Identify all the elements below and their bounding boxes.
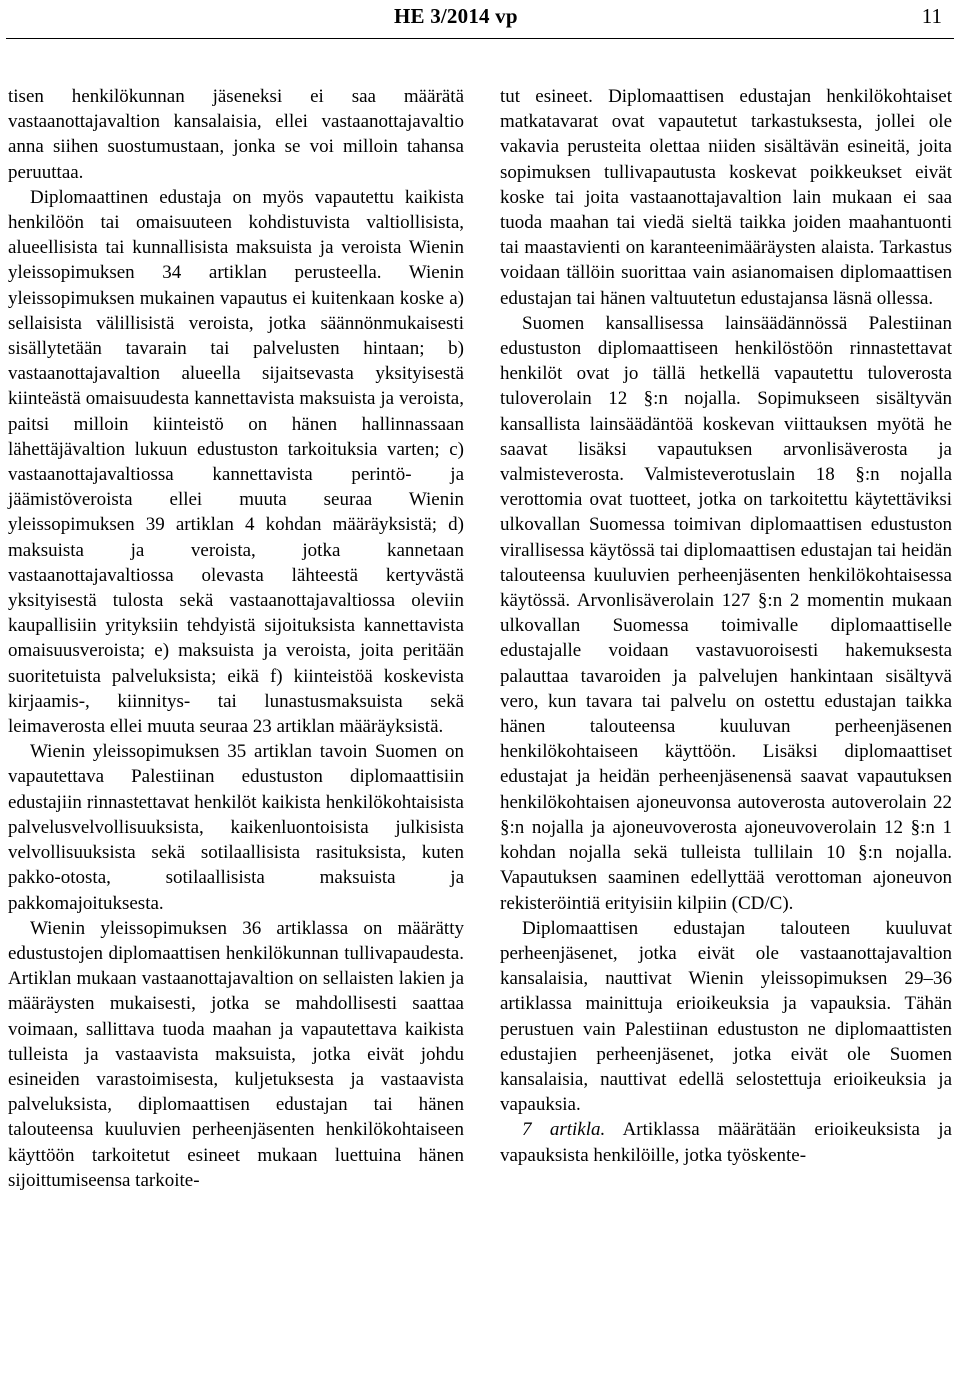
paragraph: Diplomaattisen edustajan talouteen kuuluvat perheenjäsenet, jotka eivät ole vastaanottajavaltion kansalaisia, nauttivat Wienin yleissopimuksen 29–36 artiklassa mainittuja erioikeuksia ja vapauksia. Tähän perustuen vain Palestiinan edustuston ne diplomaattisten edustajien perheenjäsenet, jotka eivät ole Suomen kansalaisia, nauttivat edellä selostettuja erioikeuksia ja vapauksia. [500, 917, 952, 1116]
page-number: 11 [921, 4, 942, 28]
paragraph: tisen henkilökunnan jäseneksi ei saa määrätä vastaanottajavaltion kansalaisia, ellei vastaanottajavaltio anna siihen suostumustaan, jonka se voi milloin tahansa peruuttaa. [8, 86, 464, 183]
paragraph: Wienin yleissopimuksen 36 artiklassa on määrätty edustustojen diplomaattisen henkilökunnan tullivapaudesta. Artiklan mukaan vastaanottajavaltion on sellaisten lakien ja määräysten mukaisesti, jotka se mahdollisesti saattaa voimaan, sallittava tuoda maahan ja vapautettava kaikista tulleista ja vastaavista maksuista, jotka eivät johdu esineiden varastoimisesta, kuljetuksesta ja vastaavista palveluksista, diplomaattisen edustajan tai hänen talouteensa kuuluvien perheenjäsenten henkilökohtaiseen käyttöön tarkoitetut esineet mukaan luettuina hänen sijoittumiseensa tarkoite- [8, 917, 464, 1191]
paragraph-text: Artiklassa määrätään erioikeuksista ja vapauksista henkilöille, jotka työskente- [500, 1119, 952, 1166]
paragraph: Wienin yleissopimuksen 35 artiklan tavoin Suomen on vapautettava Palestiinan edustuston diplomaattisiin edustajiin rinnastettavat henkilöt kaikista henkilökohtaisista palvelusvelvollisuuksista, kaikenluontoisista julkisista velvollisuuksista sekä sotilaallisista rasituksista, kuten pakko-otosta, sotilaallisista maksuista ja pakkomajoituksesta. [8, 741, 464, 914]
header-divider [6, 38, 954, 39]
paragraph: tut esineet. Diplomaattisen edustajan henkilökohtaiset matkatavarat ovat vapautetut tarkastuksesta, jollei ole vakavia perusteita olettaa niiden sisältävän esineitä, joita sopimuksen tullivapautusta koskevat poikkeukset eivät koske tai joita vastaanottajavaltion lain mukaan ei saa tuoda maahan tai viedä sieltä taikka joiden maahantuonti tai maastavienti on karanteenimääräysten alaista. Tarkastus voidaan tällöin suorittaa vain asianomaisen diplomaattisen edustajan tai hänen valtuutetun edustajansa läsnä ollessa. [500, 86, 952, 309]
document-id: HE 3/2014 vp [394, 4, 518, 28]
paragraph: Suomen kansallisessa lainsäädännössä Palestiinan edustuston diplomaattiseen henkilöstöön rinnastettavat henkilöt ovat jo tällä hetkellä vapautettu tuloverosta tuloverolain 12 §:n nojalla. Sopimukseen sisältyvän kansallista lainsäädäntöä koskevan viittauksen myötä he saavat lisäksi vapautuksen arvonlisäverosta ja valmisteverosta. Valmisteverotuslain 18 §:n nojalla verottomia ovat tuotteet, jotka on tarkoitettu käytettäviksi ulkovallan Suomessa toimivan diplomaattisen edustuston virallisessa käytössä tai diplomaattisen edustajan tai heidän talouteensa kuuluvien perheenjäsenten henkilökohtaisessa käytössä. Arvonlisäverolain 127 §:n 2 momentin mukaan ulkovallan Suomessa toimivalle diplomaattiselle edustajalle voidaan vastavuoroisesti hakemuksesta palauttaa tavaroiden ja palvelujen hankintaan sisältyvä vero, kun tavara tai palvelu on ostettu edustajan taikka hänen talouteensa kuuluvan perheenjäsenen henkilökohtaiseen käyttöön. Lisäksi diplomaattiset edustajat ja heidän perheenjäsenensä saavat vapautuksen henkilökohtaisen ajoneuvonsa autoverosta autoverolain 22 §:n nojalla ja ajoneuvoverosta ajoneuvoverolain 12 §:n 1 kohdan nojalla sekä tulleista tullilain 10 §:n nojalla. Vapautuksen saaminen edellyttää verottoman ajoneuvon rekisteröintiä erityisiin kilpiin (CD/C). [500, 312, 952, 914]
article-heading: 7 artikla. [522, 1119, 606, 1141]
left-column [8, 84, 464, 1193]
paragraph [500, 1117, 952, 1167]
paragraph: Diplomaattinen edustaja on myös vapautettu kaikista henkilöön tai omaisuuteen kohdistuvista valtiollisista, alueellisista tai kunnallisista maksuista ja veroista Wienin yleissopimuksen 34 artiklan perusteella. Wienin yleissopimuksen mukainen vapautus ei kuitenkaan koske a) sellaisista välillisistä veroista, jotka säännönmukaisesti sisällytetään tavarain tai palvelusten hintaan; b) vastaanottajavaltion alueella sijaitsevasta yksityisestä kiinteästä omaisuudesta kannettavista maksuista ja veroista, paitsi milloin kiinteistö on hänen hallinnassaan lähettäjävaltion lukuun edustuston tarkoituksia varten; c) vastaanottajavaltiossa kannettavista perintö- ja jäämistöveroista ellei muuta seuraa Wienin yleissopimuksen 39 artiklan 4 kohdan määräyksistä; d) maksuista ja veroista, jotka kannetaan vastaanottajavaltiossa olevasta lähteestä kertyvästä yksityisestä tulosta sekä vastaanottajavaltiossa oleviin kaupallisiin yrityksiin tehdyistä sijoituksista kannettavista omaisuusveroista; e) maksuista ja veroista, joita peritään suoritetuista palveluksista; eikä f) kiinteistöä koskevista kirjaamis-, kiinnitys- tai lunastusmaksuista sekä leimaverosta ellei muuta seuraa 23 artiklan määräyksistä. [8, 186, 464, 738]
right-column [500, 84, 952, 1168]
page-header [0, 0, 960, 36]
